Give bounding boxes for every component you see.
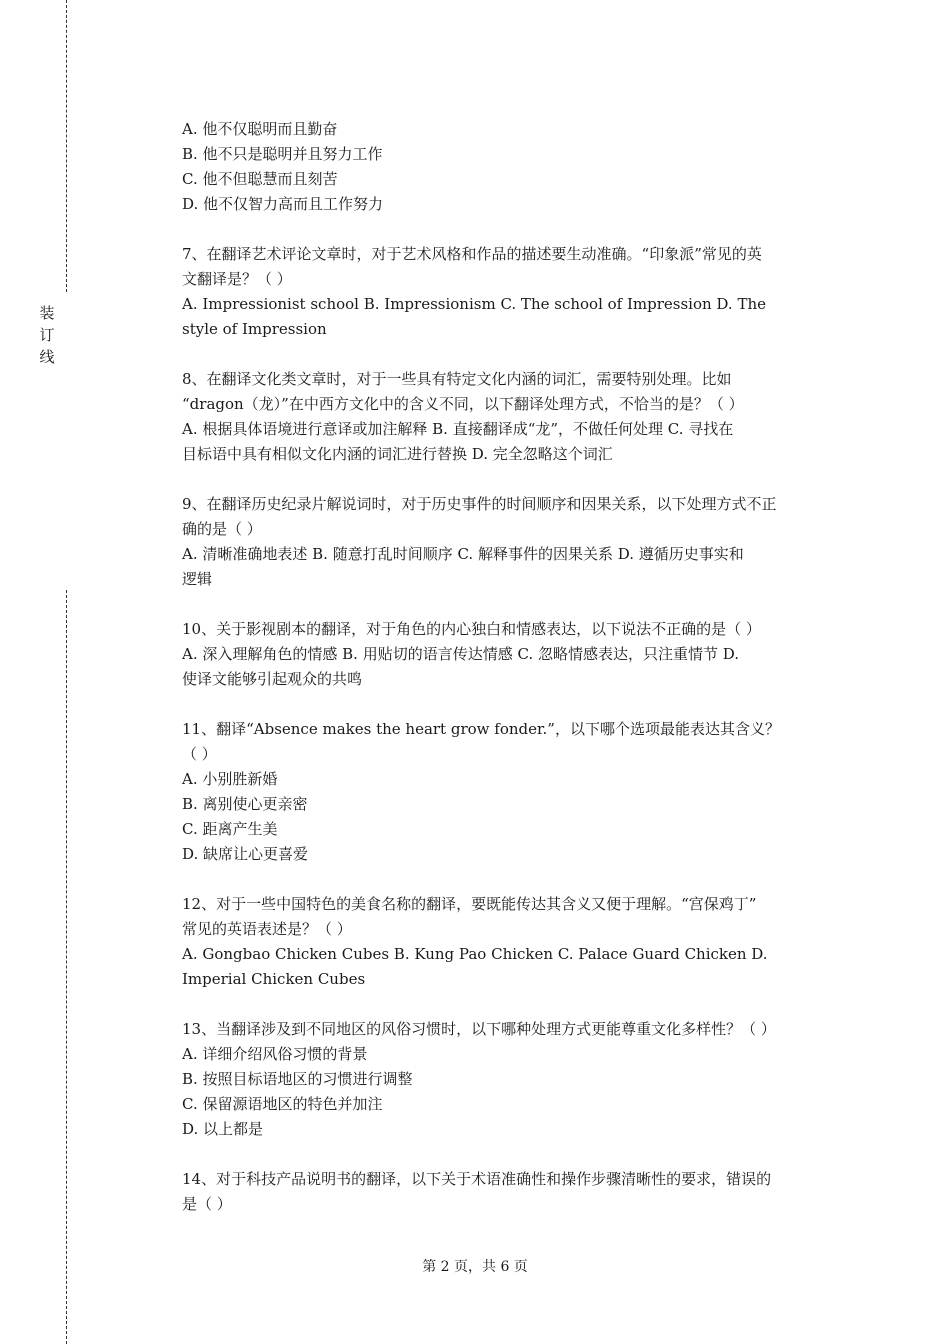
page-footer: 第 2 页，共 6 页 (422, 1259, 528, 1275)
binding-dashed-line-bottom (66, 590, 67, 1344)
text-line: 8、在翻译文化类文章时，对于一些具有特定文化内涵的词汇，需要特别处理。比如 (182, 370, 732, 388)
text-line: 13、当翻译涉及到不同地区的风俗习惯时，以下哪种处理方式更能尊重文化多样性？（ ） (182, 1020, 776, 1038)
text-line: B. 离别使心更亲密 (182, 795, 308, 813)
binding-char: 订 (39, 326, 55, 344)
text-line: D. 他不仅智力高而且工作努力 (182, 195, 384, 213)
text-line: A. 深入理解角色的情感 B. 用贴切的语言传达情感 C. 忽略情感表达，只注重情节 D. (182, 645, 739, 663)
text-line: Imperial Chicken Cubes (182, 970, 366, 988)
text-line: D. 缺席让心更喜爱 (182, 845, 309, 863)
text-line: 文翻译是？（ ） (182, 270, 292, 288)
block-gap (182, 592, 842, 617)
text-line: 逻辑 (182, 570, 213, 588)
block-gap (182, 217, 842, 242)
block-gap (182, 467, 842, 492)
block-gap (182, 692, 842, 717)
binding-char: 线 (39, 348, 55, 366)
text-line: 使译文能够引起观众的共鸣 (182, 670, 363, 688)
text-line: 7、在翻译艺术评论文章时，对于艺术风格和作品的描述要生动准确。“印象派”常见的英 (182, 245, 762, 263)
text-line: （ ） (182, 745, 217, 763)
text-line: C. 距离产生美 (182, 820, 278, 838)
text-line: A. 详细介绍风俗习惯的背景 (182, 1045, 368, 1063)
text-line: 确的是（ ） (182, 520, 262, 538)
text-line: 12、对于一些中国特色的美食名称的翻译，要既能传达其含义又便于理解。“宫保鸡丁” (182, 895, 757, 913)
binding-char: 装 (39, 304, 55, 322)
text-line: 14、对于科技产品说明书的翻译，以下关于术语准确性和操作步骤清晰性的要求，错误的 (182, 1170, 772, 1188)
text-line: A. 清晰准确地表述 B. 随意打乱时间顺序 C. 解释事件的因果关系 D. 遵循历史事实和 (182, 545, 744, 563)
text-line: A. 他不仅聪明而且勤奋 (182, 120, 338, 138)
block-gap (182, 1142, 842, 1167)
text-line: 目标语中具有相似文化内涵的词汇进行替换 D. 完全忽略这个词汇 (182, 445, 613, 463)
binding-line-label (38, 302, 56, 368)
text-line: 9、在翻译历史纪录片解说词时，对于历史事件的时间顺序和因果关系，以下处理方式不正 (182, 495, 777, 513)
text-line: 是（ ） (182, 1195, 232, 1213)
text-line: B. 按照目标语地区的习惯进行调整 (182, 1070, 413, 1088)
block-gap (182, 992, 842, 1017)
block-gap (182, 342, 842, 367)
text-line: D. 以上都是 (182, 1120, 264, 1138)
text-line: C. 他不但聪慧而且刻苦 (182, 170, 338, 188)
text-line: 10、关于影视剧本的翻译，对于角色的内心独白和情感表达，以下说法不正确的是（ ） (182, 620, 761, 638)
text-line: B. 他不只是聪明并且努力工作 (182, 145, 383, 163)
text-line: C. 保留源语地区的特色并加注 (182, 1095, 383, 1113)
text-line: style of Impression (182, 320, 327, 338)
binding-dashed-line-top (66, 0, 67, 292)
text-line: A. 根据具体语境进行意译或加注解释 B. 直接翻译成“龙”，不做任何处理 C. 寻找在 (182, 420, 734, 438)
question-content (182, 117, 842, 1217)
text-line: A. Impressionist school B. Impressionism C. The school of Impression D. The (182, 295, 767, 313)
text-line: 11、翻译“Absence makes the heart grow fonder.”，以下哪个选项最能表达其含义？ (182, 720, 780, 738)
text-line: 常见的英语表述是？（ ） (182, 920, 352, 938)
text-line: A. Gongbao Chicken Cubes B. Kung Pao Chicken C. Palace Guard Chicken D. (182, 945, 768, 963)
text-line: A. 小别胜新婚 (182, 770, 278, 788)
block-gap (182, 867, 842, 892)
text-line: “dragon（龙）”在中西方文化中的含义不同，以下翻译处理方式，不恰当的是？（ ） (182, 395, 744, 413)
